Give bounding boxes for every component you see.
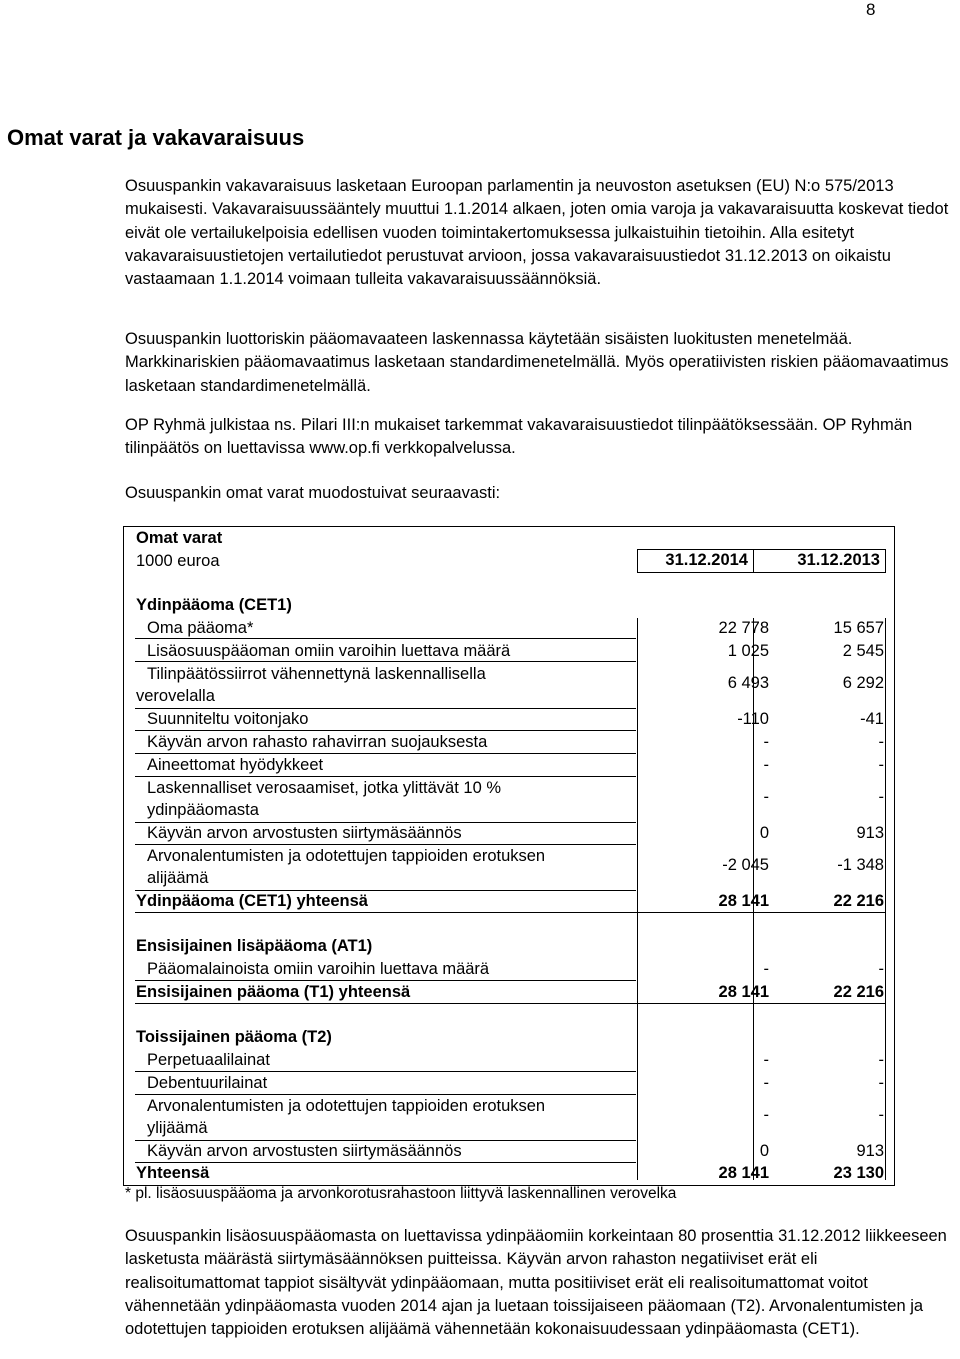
table-row: Laskennalliset verosaamiset, jotka ylittävät 10 % ydinpääomasta - - <box>147 779 884 819</box>
unit-label: 1000 euroa <box>136 552 220 570</box>
at1-header: Ensisijainen lisäpääoma (AT1) <box>136 937 373 955</box>
table-row: Lisäosuuspääoman omiin varoihin luettava määrä 1 025 2 545 <box>147 642 884 660</box>
paragraph-transition: Osuuspankin lisäosuuspääomasta on luettavissa ydinpääomiin korkeintaan 80 prosenttia 31.12.2012 liikkeeseen lasketusta määrästä siirtymäsäännöksen puitteissa. Käyvän arvon rahaston negatiiviset erät eli realisoitumattomat tappiot sisältyvät ydinpääomaan, mutta positiiviset erät eli realisoitumattomat voitot vähennetään ydinpääomasta vuoden 2014 ajan ja luetaan toissijaiseen pääomaan (T2). Arvonalentumisten ja odotettujen tappioiden erotuksen alijäämä vähennetään kokonaisuudessaan ydinpääomasta (CET1). <box>125 1227 947 1339</box>
row-underline <box>135 912 886 913</box>
table-row: Käyvän arvon rahasto rahavirran suojauksesta - - <box>147 733 884 751</box>
table-row: Perpetuaalilainat - - <box>147 1051 884 1069</box>
table-row: Suunniteltu voitonjako -110 -41 <box>147 710 884 728</box>
paragraph-pillar3: OP Ryhmä julkistaa ns. Pilari III:n mukaiset tarkemmat vakavaraisuustiedot tilinpäätöksessään. OP Ryhmän tilinpäätös on luettavissa www.op.fi verkkopalvelussa. <box>125 416 913 458</box>
table-row: Tilinpäätössiirrot vähennettynä laskennallisella verovelalla 6 493 6 292 <box>136 665 884 705</box>
table-row: Ensisijainen pääoma (T1) yhteensä 28 141 22 216 <box>136 983 884 1001</box>
section-heading: Omat varat ja vakavaraisuus <box>7 125 305 150</box>
row-underline <box>135 1003 886 1004</box>
table-title: Omat varat <box>136 529 223 547</box>
row-underline <box>135 661 636 662</box>
table-row: Ydinpääoma (CET1) yhteensä 28 141 22 216 <box>136 892 884 910</box>
table-row: Aineettomat hyödykkeet - - <box>147 756 884 774</box>
page-number: 8 <box>866 0 876 19</box>
t2-header-row <box>124 1026 894 1048</box>
cet1-header-row <box>124 594 894 616</box>
table-row: Arvonalentumisten ja odotettujen tappioiden erotuksen alijäämä -2 045 -1 348 <box>147 847 884 887</box>
table-row: Oma pääoma* 22 778 15 657 <box>147 619 884 637</box>
t2-header: Toissijainen pääoma (T2) <box>136 1028 332 1046</box>
col-header-2013: 31.12.2013 <box>753 549 886 573</box>
table-row: Käyvän arvon arvostusten siirtymäsäännös 0 913 <box>147 824 884 842</box>
paragraph-intro: Osuuspankin omat varat muodostuivat seuraavasti: <box>125 484 501 502</box>
at1-header-row <box>124 935 894 957</box>
table-title-row <box>124 527 894 549</box>
row-underline <box>135 638 636 639</box>
col-header-2014: 31.12.2014 <box>637 549 754 573</box>
table-row: Yhteensä 28 141 23 130 <box>136 1164 884 1182</box>
footnote: * pl. lisäosuuspääoma ja arvonkorotusrahastoon liittyvä laskennallinen verovelka <box>125 1185 677 1202</box>
paragraph-methods: Osuuspankin luottoriskin pääomavaateen laskennassa käytetään sisäisten luokitusten menetelmää. Markkinariskien pääomavaatimus lasketaan standardimenetelmällä. Myös operatiivisten riskien pääomavaatimus lasketaan standardimenetelmällä. <box>125 330 949 395</box>
table-row: Käyvän arvon arvostusten siirtymäsäännös 0 913 <box>147 1142 884 1160</box>
table-row: Arvonalentumisten ja odotettujen tappioiden erotuksen ylijäämä - - <box>147 1097 884 1137</box>
table-row: Pääomalainoista omiin varoihin luettava määrä - - <box>147 960 884 978</box>
paragraph-regulation: Osuuspankin vakavaraisuus lasketaan Euroopan parlamentin ja neuvoston asetuksen (EU) N:o 575/2013 mukaisesti. Vakavaraisuussääntely muuttui 1.1.2014 alkaen, joten omia varoja ja vakavaraisuutta koskevat tiedot eivät ole vertailukelpoisia edellisen vuoden toimintakertomuksessa julkaistuihin tietoihin. Alla esitetyt vakavaraisuustietojen vertailutiedot perustuvat arvioon, jossa vakavaraisuustiedot 31.12.2013 on oikaistu vastaamaan 1.1.2014 voimaan tulleita vakavaraisuussäännöksiä. <box>125 177 949 289</box>
table-row: Debentuurilainat - - <box>147 1074 884 1092</box>
cet1-header: Ydinpääoma (CET1) <box>136 596 292 614</box>
own-funds-table <box>123 526 895 1186</box>
